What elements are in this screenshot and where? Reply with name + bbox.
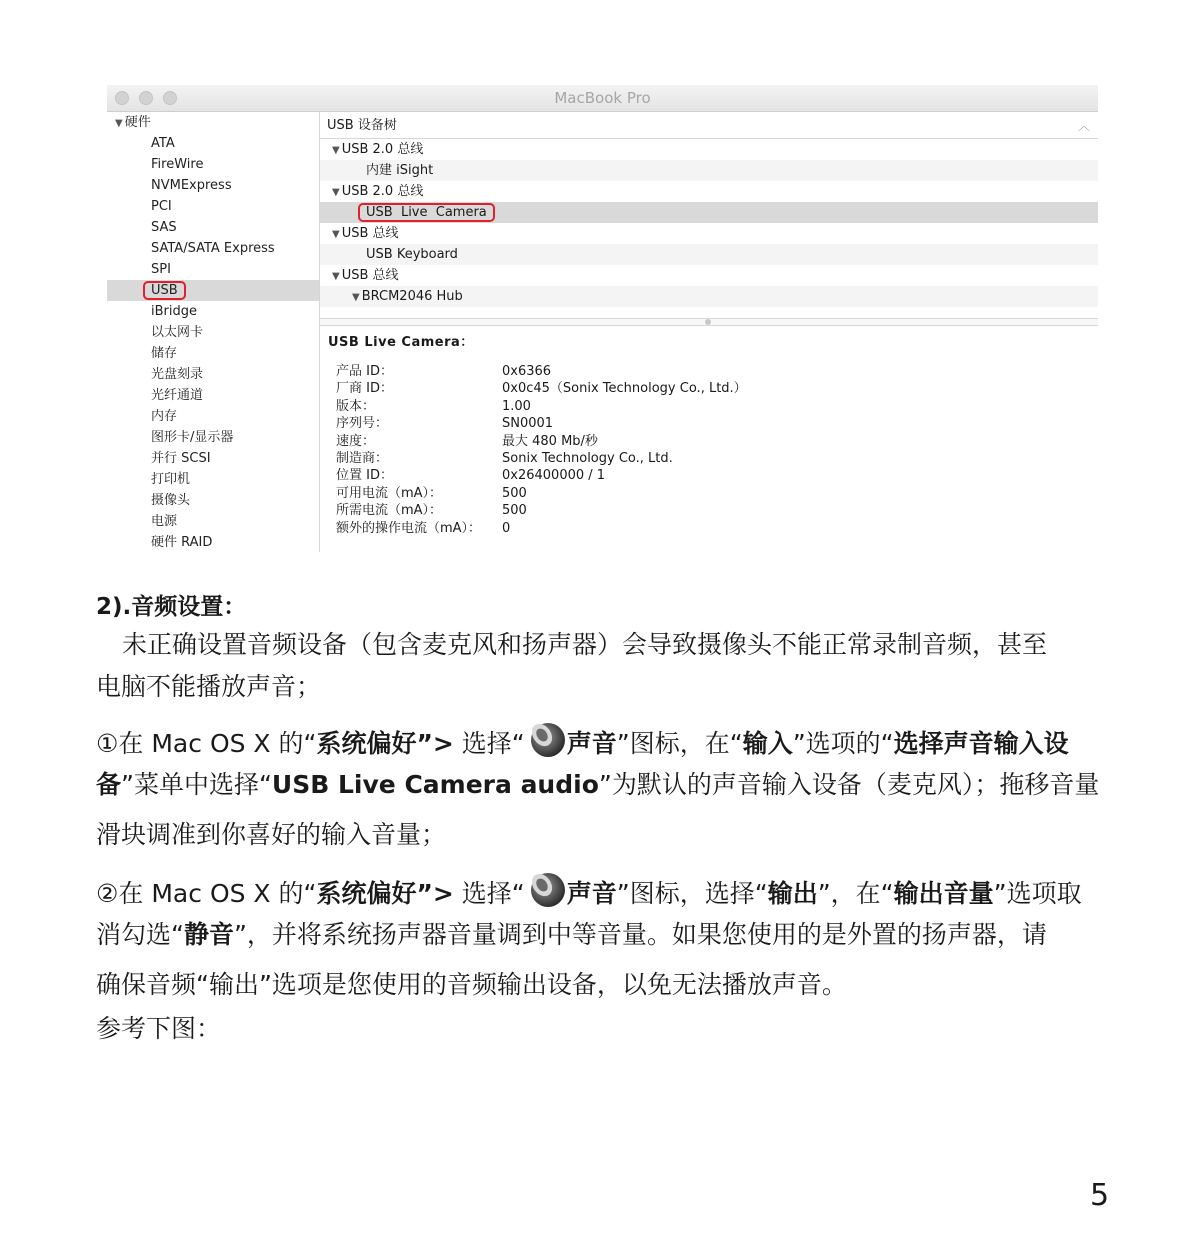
sidebar-item-label: 储存 <box>151 346 178 361</box>
property-key: 厂商 ID： <box>336 381 393 397</box>
sort-chevron-up-icon[interactable]: ︿ <box>1077 119 1090 133</box>
sidebar-item[interactable] <box>107 154 319 175</box>
tree-row[interactable] <box>320 181 1098 202</box>
sidebar-item[interactable] <box>107 406 319 427</box>
sidebar-item-label: iBridge <box>151 304 197 319</box>
tree-row[interactable] <box>320 202 1098 223</box>
sidebar-item-label: SATA/SATA Express <box>151 241 275 256</box>
step2-line2: 消勾选“静音”，并将系统扬声器音量调到中等音量。如果您使用的是外置的扬声器，请 <box>96 920 1047 949</box>
sidebar-item-label: ATA <box>151 136 175 151</box>
sidebar-item[interactable] <box>107 259 319 280</box>
sidebar-item[interactable] <box>107 322 319 343</box>
sidebar-item[interactable] <box>107 301 319 322</box>
sidebar-item[interactable] <box>107 133 319 154</box>
tree-row-label: USB 总线 <box>341 268 399 283</box>
sidebar-item[interactable] <box>107 448 319 469</box>
sidebar-item[interactable] <box>107 175 319 196</box>
sidebar-item-label: 电源 <box>151 514 178 529</box>
tree-row[interactable] <box>320 139 1098 160</box>
sidebar-item-label: 图形卡/显示器 <box>151 430 234 445</box>
paragraph-line: 未正确设置音频设备（包含麦克风和扬声器）会导致摄像头不能正常录制音频，甚至 <box>122 630 1048 659</box>
sidebar-item[interactable] <box>107 196 319 217</box>
sidebar-item-label: 并行 SCSI <box>151 451 211 466</box>
sidebar-item-label: 光盘刻录 <box>151 367 204 382</box>
tree-row-label: BRCM2046 Hub <box>361 289 463 304</box>
property-key: 速度： <box>336 433 376 449</box>
sidebar-item-label: PCI <box>151 199 172 214</box>
property-value: Sonix Technology Co., Ltd. <box>502 451 673 466</box>
sidebar-item[interactable] <box>107 490 319 511</box>
step2-line1: ②在 Mac OS X 的“系统偏好”> 选择“ 声音”图标，选择“输出”，在“输出音量”选项取 <box>96 868 1082 911</box>
sidebar-item-label: 摄像头 <box>151 493 191 508</box>
sidebar-item[interactable] <box>107 385 319 406</box>
property-key: 产品 ID： <box>336 364 393 379</box>
sidebar-header-hardware[interactable]: ▼ 硬件 <box>115 115 151 130</box>
property-value: 500 <box>502 485 527 501</box>
property-key: 额外的操作电流（mA）： <box>336 520 482 536</box>
property-value: 0 <box>502 520 511 536</box>
section-heading: 2).音频设置： <box>96 594 247 620</box>
sidebar-item-label: NVMExpress <box>151 178 232 193</box>
sidebar-item-label: 内存 <box>151 409 178 424</box>
sidebar-item-label: 光纤通道 <box>151 388 204 403</box>
tree-row[interactable] <box>320 244 1098 265</box>
sidebar-item-label: 硬件 RAID <box>151 535 213 550</box>
sidebar-item[interactable] <box>107 427 319 448</box>
speaker-icon <box>526 868 566 910</box>
tree-row-label: USB Keyboard <box>366 247 458 262</box>
disclosure-triangle-icon[interactable]: ▼ <box>332 145 340 156</box>
system-information-window <box>107 85 1098 552</box>
sidebar-item-label: SAS <box>151 220 177 235</box>
step1-line2: 备”菜单中选择“USB Live Camera audio”为默认的声音输入设备（麦克风）；拖移音量 <box>96 770 1100 799</box>
disclosure-triangle-icon[interactable]: ▼ <box>332 229 340 240</box>
property-key: 所需电流（mA）： <box>336 503 443 519</box>
title-bar <box>107 85 1098 112</box>
reference-label: 参考下图： <box>96 1014 222 1043</box>
sidebar-item[interactable] <box>107 343 319 364</box>
divider-grip-icon[interactable] <box>705 319 711 325</box>
property-key: 可用电流（mA）： <box>336 485 443 501</box>
tree-row-label: 内建 iSight <box>366 163 434 178</box>
property-value: 0x26400000 / 1 <box>502 468 606 484</box>
property-key: 序列号： <box>336 416 389 432</box>
sidebar-item[interactable] <box>107 469 319 490</box>
property-value: 500 <box>502 503 527 519</box>
sidebar-item-label: SPI <box>151 262 171 277</box>
property-value: 1.00 <box>502 398 531 414</box>
sidebar-item[interactable] <box>107 532 319 552</box>
step1-line1: ①在 Mac OS X 的“系统偏好”> 选择“ 声音”图标，在“输入”选项的“选择声音输入设 <box>96 718 1069 761</box>
property-value: 最大 480 Mb/秒 <box>502 433 598 449</box>
detail-title: USB Live Camera： <box>328 335 474 350</box>
sidebar-item-label: USB <box>143 281 186 300</box>
main-pane <box>320 112 1098 552</box>
sidebar-item-label: 以太网卡 <box>151 325 204 340</box>
property-key: 位置 ID： <box>336 468 393 484</box>
disclosure-triangle-icon[interactable]: ▼ <box>332 271 340 282</box>
tree-header[interactable] <box>320 112 1098 139</box>
property-key: 版本： <box>336 398 376 414</box>
tree-row[interactable] <box>320 286 1098 307</box>
window-title: MacBook Pro <box>554 89 651 107</box>
speaker-icon <box>526 718 566 760</box>
paragraph-line: 电脑不能播放声音； <box>96 672 322 701</box>
tree-row-label: USB Live Camera <box>358 203 495 222</box>
disclosure-triangle-icon[interactable]: ▼ <box>115 118 123 129</box>
sidebar-item[interactable] <box>107 238 319 259</box>
sidebar-item[interactable] <box>107 364 319 385</box>
sidebar-item[interactable] <box>107 217 319 238</box>
tree-row[interactable] <box>320 265 1098 286</box>
page-number: 5 <box>1090 1178 1110 1213</box>
step1-line3: 滑块调准到你喜好的输入音量； <box>96 820 447 849</box>
tree-row-label: USB 2.0 总线 <box>341 142 424 157</box>
tree-row-label: USB 2.0 总线 <box>341 184 424 199</box>
property-value: 0x6366 <box>502 364 552 379</box>
property-value: 0x0c45（Sonix Technology Co., Ltd.） <box>502 381 747 397</box>
property-value: SN0001 <box>502 416 554 432</box>
disclosure-triangle-icon[interactable]: ▼ <box>352 292 360 303</box>
sidebar-item[interactable] <box>107 280 319 301</box>
tree-row[interactable] <box>320 223 1098 244</box>
sidebar-item[interactable] <box>107 511 319 532</box>
sidebar <box>107 112 320 552</box>
split-divider[interactable] <box>320 318 1098 326</box>
tree-row-label: USB 总线 <box>341 226 399 241</box>
tree-row[interactable] <box>320 160 1098 181</box>
step2-line3: 确保音频“输出”选项是您使用的音频输出设备，以免无法播放声音。 <box>96 970 847 999</box>
tree-header-label: USB 设备树 <box>327 118 397 133</box>
disclosure-triangle-icon[interactable]: ▼ <box>332 187 340 198</box>
property-key: 制造商： <box>336 451 389 466</box>
sidebar-item-label: 打印机 <box>151 472 191 487</box>
sidebar-item-label: FireWire <box>151 157 204 172</box>
